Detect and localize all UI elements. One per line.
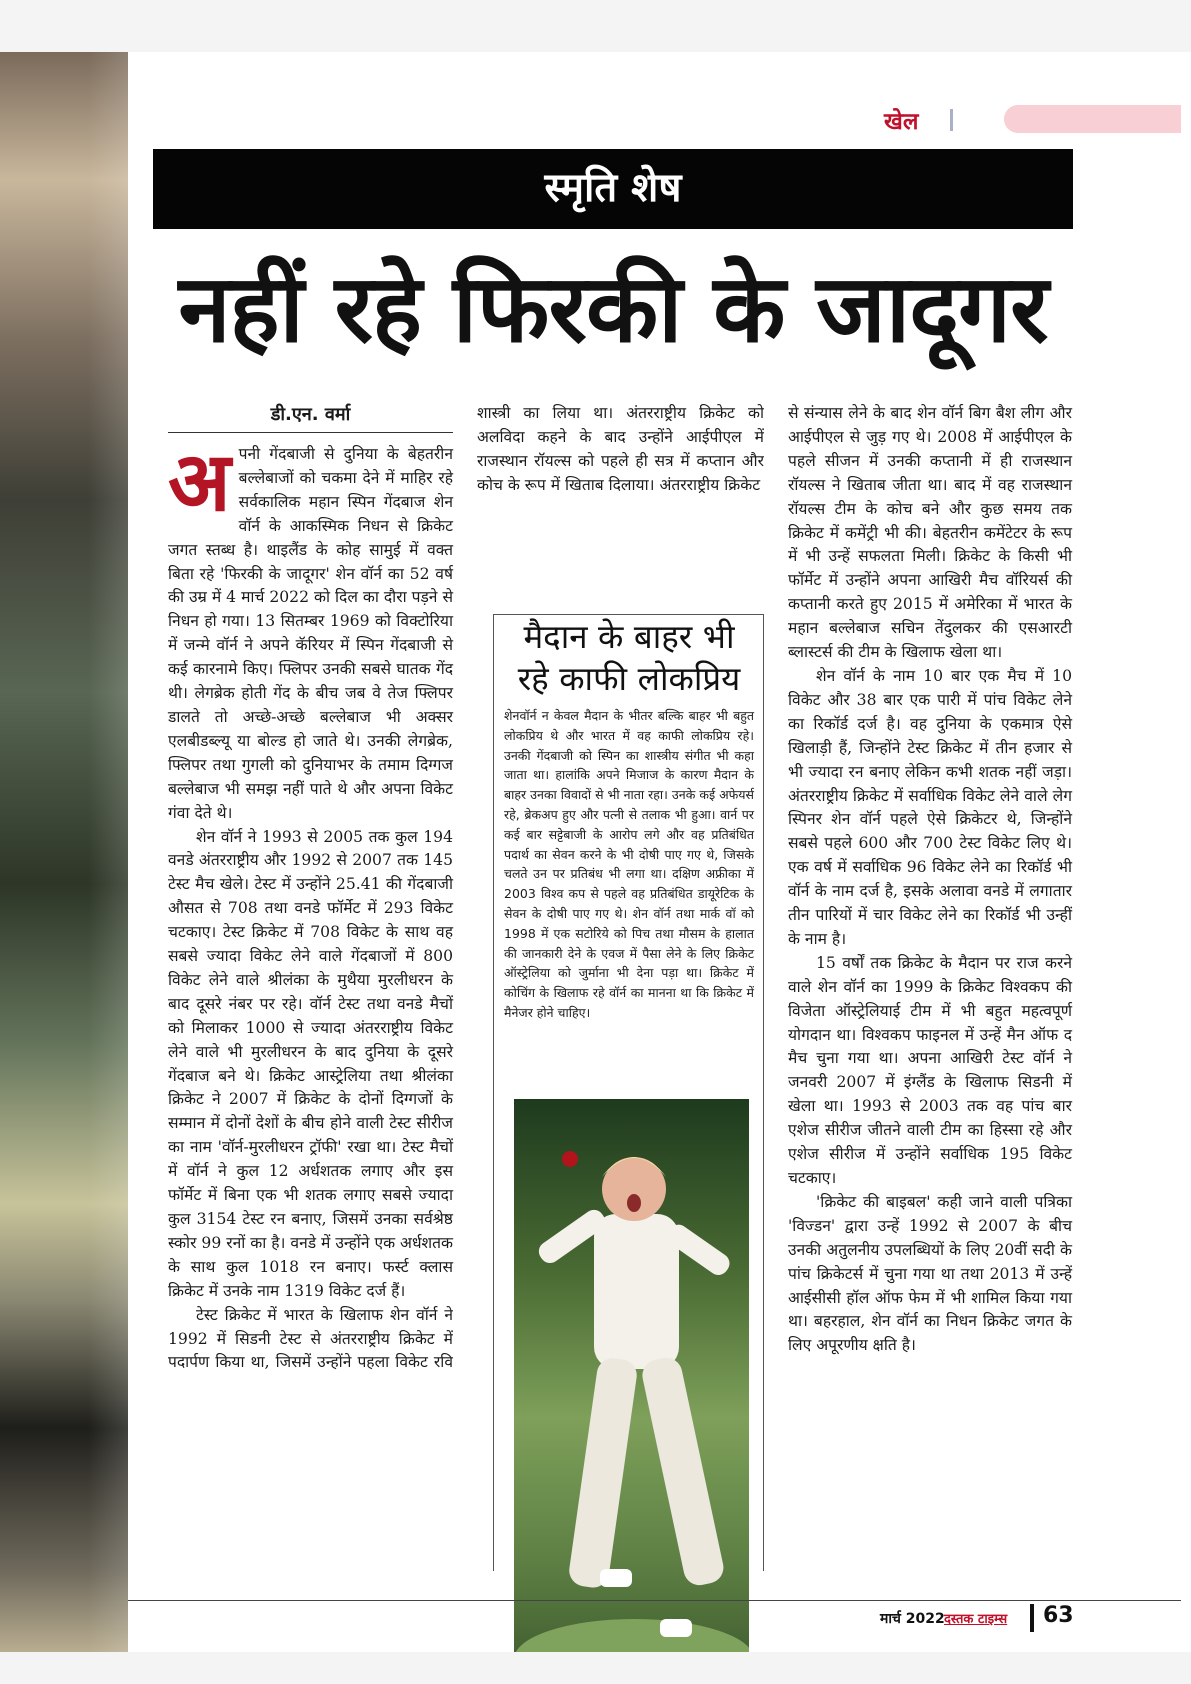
adjacent-page-photo-strip [0,52,128,1652]
section-divider [950,109,953,131]
section-label: खेल [884,109,919,135]
folio-divider [1030,1604,1034,1632]
sidebar-box-title [504,616,754,700]
headline: नहीं रहे फिरकी के जादूगर [178,255,1048,364]
dropcap: अ [168,435,231,530]
article-paragraph-continuation [477,402,764,545]
section-pill-decoration [1004,105,1181,133]
article-column-1 [168,402,453,1375]
page-number: 63 [1043,1603,1074,1628]
article-paragraph: 15 वर्षों तक क्रिकेट के मैदान पर राज करने वाले शेन वॉर्न का 1999 के क्रिकेट विश्वकप की विजेता ऑस्ट्रेलियाई टीम में भी बहुत महत्वपूर्ण योगदान था। विश्वकप फाइनल में उन्हें मैन ऑफ द मैच चुना गया था। अपना आखिरी टेस्ट वॉर्न ने जनवरी 2007 में इंग्लैंड के खिलाफ सिडनी में खेला था। 1993 से 2003 तक वह पांच बार एशेज सीरीज जीतने वाली टीम का हिस्सा रहे और एशेज सीरीज में उन्होंने सर्वाधिक 195 विकेट चटकाए। [788,953,1072,1187]
article-paragraph: शेन वॉर्न के नाम 10 बार एक मैच में 10 विकेट और 38 बार एक पारी में पांच विकेट लेने का रिकॉर्ड दर्ज है। वह दुनिया के एकमात्र ऐसे खिलाड़ी हैं, जिन्होंने टेस्ट क्रिकेट में तीन हजार से भी ज्यादा रन बनाए लेकिन कभी शतक नहीं जड़ा। अंतरराष्ट्रीय क्रिकेट में सर्वाधिक विकेट लेने वाले लेग स्पिनर शेन वॉर्न पहले ऐसे क्रिकेटर थे, जिन्होंने सबसे पहले 600 और 700 टेस्ट विकेट लिए थे। एक वर्ष में सर्वाधिक 96 विकेट लेने का रिकॉर्ड भी वॉर्न के नाम दर्ज है, इसके अलावा वनडे में लगातार तीन पारियों में चार विकेट लेने का रिकॉर्ड भी उन्हीं के नाम है। [788,666,1072,948]
sidebar-box-text: शेनवॉर्न न केवल मैदान के भीतर बल्कि बाहर भी बहुत लोकप्रिय थे और भारत में वह काफी लोकप्रिय रहे। उनकी गेंदबाजी को स्पिन का शास्त्रीय संगीत भी कहा जाता था। हालांकि अपने मिजाज के कारण मैदान के बाहर उनका विवादों से भी नाता रहा। उनके कई अफेयर्स रहे, ब्रेकअप हुए और पत्नी से तलाक भी हुआ। वार्न पर कई बार सट्टेबाजी के आरोप लगे और वह प्रतिबंधित पदार्थ का सेवन करने के भी दोषी पाए गए थे, जिसके चलते उन पर प्रतिबंध भी लगा था। दक्षिण अफ्रीका में 2003 विश्व कप से पहले वह प्रतिबंधित डायूरेटिक के सेवन के दोषी पाए गए थे। शेन वॉर्न तथा मार्क वॉ को 1998 में एक सटोरिये को पिच तथा मौसम के हालात की जानकारी देने के एवज में पैसा लेने के लिए क्रिकेट ऑस्ट्रेलिया को जुर्माना भी देना पड़ा था। क्रिकेट में कोचिंग के खिलाफ रहे वॉर्न का मानना था कि क्रिकेट में मैनेजर होने चाहिए। [504,708,754,1020]
article-column-2 [477,402,764,545]
article-paragraph: 'क्रिकेट की बाइबल' कही जाने वाली पत्रिका 'विज्डन' द्वारा उन्हें 1992 से 2007 के बीच उनकी अतुलनीय उपलब्धियों के लिए 20वीं सदी के पांच क्रिकेटर्स में चुना गया था तथा 2013 में उन्हें आईसीसी हॉल ऑफ फेम में भी शामिल किया गया था। बहरहाल, शेन वॉर्न का निधन क्रिकेट जगत के लिए अपूरणीय क्षति है। [788,1192,1072,1355]
article-paragraph-continuation-text: शास्त्री का लिया था। अंतरराष्ट्रीय क्रिकेट को अलविदा कहने के बाद उन्होंने आईपीएल में राजस्थान रॉयल्स को पहले ही सत्र में कप्तान और कोच के रूप में खिताब दिलाया। अंतरराष्ट्रीय क्रिकेट [477,404,764,494]
article-paragraph-continued: टेस्ट क्रिकेट में भारत के खिलाफ शेन वॉर्न ने 1992 में सिडनी टेस्ट से अंतरराष्ट्रीय क्रिकेट में पदार्पण किया था, जिसमें उन्होंने पहला विकेट रवि [168,1305,453,1372]
article-paragraph: शेन वॉर्न ने 1993 से 2005 तक कुल 194 वनडे अंतरराष्ट्रीय और 1992 से 2007 तक 145 टेस्ट मैच खेले। टेस्ट में उन्होंने 25.41 की गेंदबाजी औसत से 708 तथा वनडे फॉर्मेट में 293 विकेट चटकाए। टेस्ट क्रिकेट में 708 विकेट के साथ वह सबसे ज्यादा विकेट लेने वाले गेंदबाजों में 800 विकेट लेने वाले श्रीलंका के मुथैया मुरलीधरन के बाद दूसरे नंबर पर रहे। वॉर्न टेस्ट तथा वनडे मैचों को मिलाकर 1000 से ज्यादा अंतरराष्ट्रीय विकेट लेने वाले भी मुरलीधरन के बाद दुनिया के दूसरे गेंदबाज बने थे। क्रिकेट आस्ट्रेलिया तथा श्रीलंका क्रिकेट ने 2007 में क्रिकेट के दोनों दिग्गजों के सम्मान में दोनों देशों के बीच होने वाली टेस्ट सीरीज का नाम 'वॉर्न-मुरलीधरन ट्रॉफी' रखा था। टेस्ट मैचों में वॉर्न ने कुल 12 अर्धशतक लगाए और इस फॉर्मेट में बिना एक भी शतक लगाए सबसे ज्यादा कुल 3154 टेस्ट रन बनाए, जिसमें उनका सर्वश्रेष्ठ स्कोर 99 रनों का है। वनडे में उन्होंने एक अर्धशतक के साथ कुल 1018 रन बनाए। फर्स्ट क्लास क्रिकेट में उनके नाम 1319 विकेट दर्ज हैं। [168,827,453,1300]
issue-date: मार्च 2022 [880,1611,945,1627]
kicker-band: स्मृति शेष [153,149,1073,229]
article-paragraph: पनी गेंदबाजी से दुनिया के बेहतरीन बल्लेबाजों को चकमा देने में माहिर रहे सर्वकालिक महान स्पिन गेंदबाज शेन वॉर्न के आकस्मिक निधन से क्रिकेट जगत स्तब्ध है। थाइलैंड के कोह सामुई में वक्त बिता रहे 'फिरकी के जादूगर' शेन वॉर्न का 52 वर्ष की उम्र में 4 मार्च 2022 को दिल का दौरा पड़ने से निधन हो गया। 13 सितम्बर 1969 को विक्टोरिया में जन्मे वॉर्न ने अपने कॅरियर में स्पिन गेंदबाजी से कई कारनामे किए। फ्लिपर उनकी सबसे घातक गेंद थी। लेगब्रेक होती गेंद के बीच जब वे तेज फ्लिपर डालते तो अच्छे-अच्छे बल्लेबाज भी अक्सर एलबीडब्ल्यू या बोल्ड हो जाते थे। उनकी लेगब्रेक, फ्लिपर तथा गुगली को दुनियाभर के तमाम दिग्गज बल्लेबाज भी समझ नहीं पाते थे और अपना विकेट गंवा देते थे। [168,445,453,822]
article-column-3 [788,402,1072,1358]
sidebar-box-title-line: रहे काफी लोकप्रिय [517,659,741,698]
bowler-photo [514,1099,749,1652]
article-paragraph: से संन्यास लेने के बाद शेन वॉर्न बिग बैश लीग और आईपीएल से जुड़ गए थे। 2008 में आईपीएल के पहले सीजन में उनकी कप्तानी में ही राजस्थान रॉयल्स ने खिताब जीता था। बाद में वह राजस्थान रॉयल्स टीम के कोच बने और कुछ समय तक क्रिकेट में कमेंट्री भी की। बेहतरीन कमेंटेटर के रूप में भी उन्हें सफलता मिली। क्रिकेट के किसी भी फॉर्मेट में उन्होंने अपना आखिरी मैच वॉरियर्स की कप्तानी करते हुए 2015 में अमेरिका में भारत के महान बल्लेबाज सचिन तेंदुलकर की एसआरटी ब्लास्टर्स की टीम के खिलाफ खेला था। [788,404,1072,662]
publication-logo: दस्तक टाइम्स [944,1612,1008,1627]
magazine-page [0,52,1191,1652]
footer-rule [128,1600,1181,1601]
sidebar-box-title-line: मैदान के बाहर भी [523,617,735,656]
byline: डी.एन. वर्मा [168,402,453,433]
cricketer-illustration [514,1099,749,1652]
sidebar-box [504,616,754,1023]
